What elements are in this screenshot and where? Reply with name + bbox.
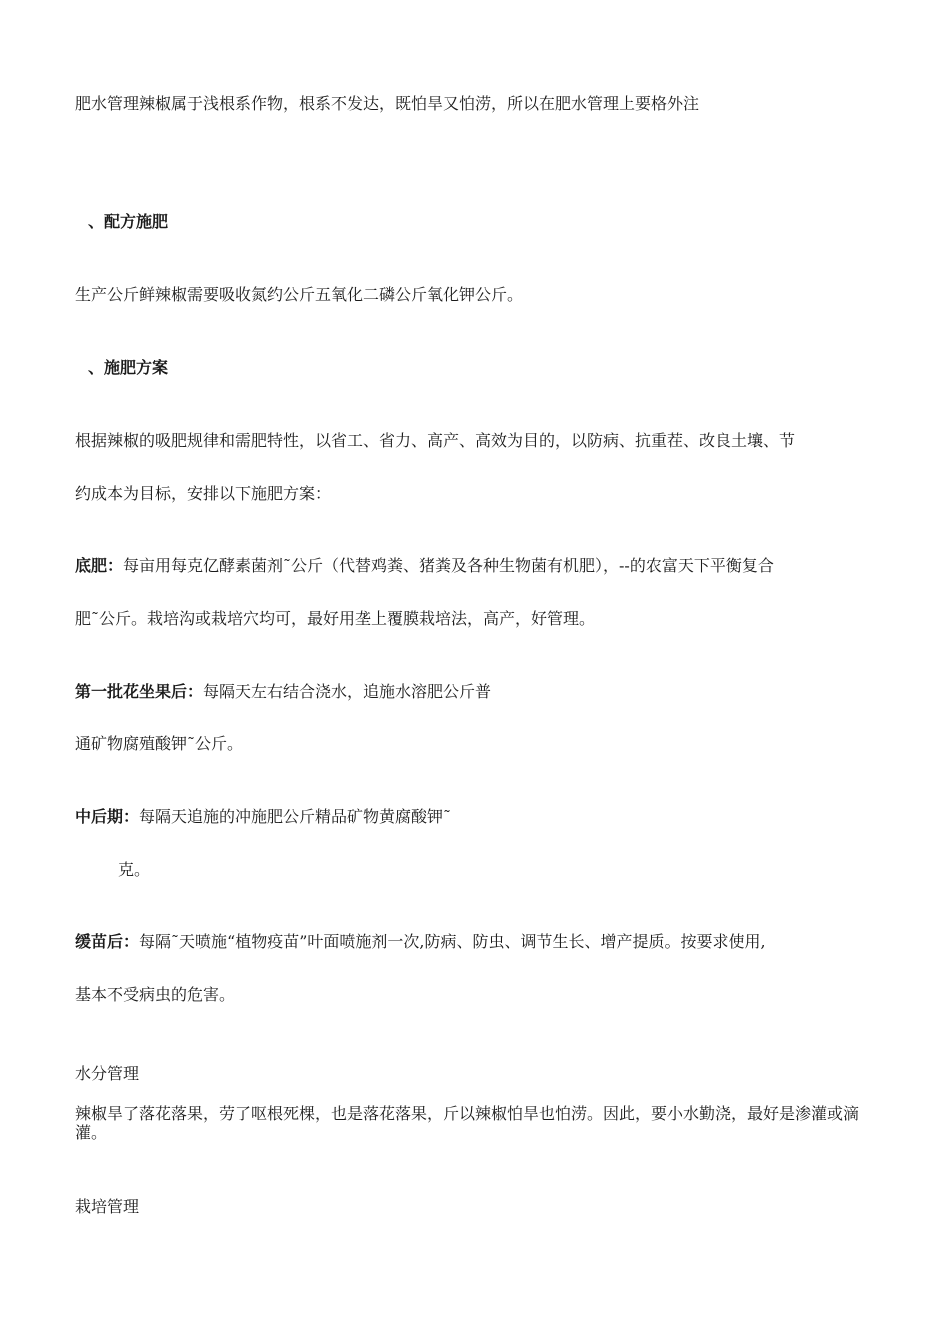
base-fertilizer-line-1 [75, 556, 890, 576]
cultivation-management-title: 栽培管理 [75, 1197, 140, 1216]
base-fertilizer-text: 每亩用每克亿酵素菌剂˜公斤（代替鸡粪、猪粪及各种生物菌有机肥），--的农富天下平衡复合 [123, 556, 774, 575]
mid-late-line-2: 克。 [118, 860, 151, 879]
plan-paragraph-line-1: 根据辣椒的吸肥规律和需肥特性，以省工、省力、高产、高效为目的，以防病、抗重茬、改良土壤、节 [75, 431, 796, 450]
water-management-text: 辣椒旱了落花落果，劳了呕根死棵，也是落花落果，斤以辣椒怕旱也怕涝。因此，要小水勤浇，最好是渗灌或滴灌。 [75, 1104, 860, 1142]
heading-fertilization-plan: 、施肥方案 [88, 358, 169, 377]
first-fruit-line-2: 通矿物腐殖酸钾˜公斤。 [75, 734, 244, 753]
nutrient-requirement-paragraph: 生产公斤鲜辣椒需要吸收氮约公斤五氧化二磷公斤氧化钾公斤。 [75, 285, 524, 304]
mid-late-label: 中后期： [75, 807, 140, 826]
seedling-line-2: 基本不受病虫的危害。 [75, 985, 236, 1004]
first-fruit-label: 第一批花坐果后： [75, 682, 204, 701]
intro-paragraph: 肥水管理辣椒属于浅根系作物，根系不发达，既怕旱又怕涝，所以在肥水管理上要格外注 [75, 94, 700, 113]
water-management-title: 水分管理 [75, 1064, 140, 1083]
mid-late-text: 每隔天追施的冲施肥公斤精品矿物黄腐酸钾˜ [139, 807, 452, 826]
seedling-label: 缓苗后： [75, 932, 140, 951]
first-fruit-text: 每隔天左右结合浇水，追施水溶肥公斤普 [203, 682, 492, 701]
first-fruit-line-1 [75, 682, 890, 702]
seedling-line-1 [75, 932, 890, 952]
base-fertilizer-line-2: 肥˜公斤。栽培沟或栽培穴均可，最好用垄上覆膜栽培法，高产，好管理。 [75, 609, 596, 628]
plan-paragraph-line-2: 约成本为目标，安排以下施肥方案： [75, 484, 332, 503]
seedling-text: 每隔˜天喷施“植物疫苗”叶面喷施剂一次,防病、防虫、调节生长、增产提质。按要求使用, [139, 932, 766, 951]
heading-formula-fertilization: 、配方施肥 [88, 212, 169, 231]
base-fertilizer-label: 底肥： [75, 556, 124, 575]
mid-late-line-1 [75, 807, 890, 827]
